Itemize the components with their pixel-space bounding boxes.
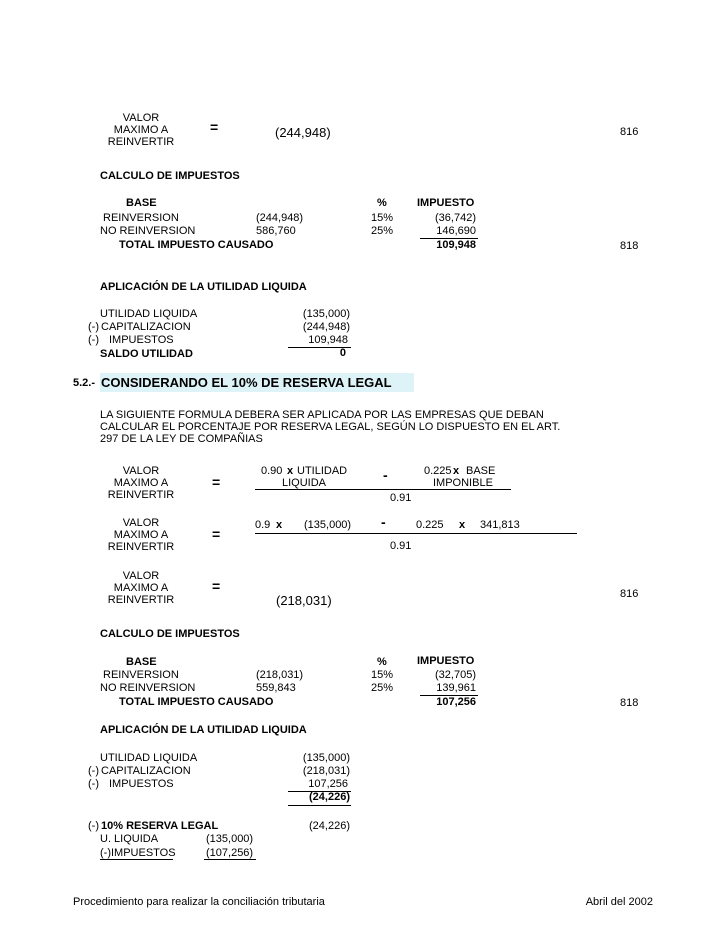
max-reinvest-value: (218,031) xyxy=(276,593,332,608)
row-base: (244,948) xyxy=(256,212,304,224)
col-header-tax: IMPUESTO xyxy=(417,197,475,209)
row-label: NO REINVERSION xyxy=(100,225,196,237)
row-value: (135,000) xyxy=(206,833,254,845)
term-value: 341,813 xyxy=(480,519,520,531)
col-header-pct: % xyxy=(377,656,387,668)
section-title: APLICACIÓN DE LA UTILIDAD LIQUIDA xyxy=(100,281,307,293)
intro-text: 297 DE LA LEY DE COMPAÑIAS xyxy=(100,433,263,445)
denominator: 0.91 xyxy=(390,540,412,552)
maximo-label: MAXIMO A xyxy=(113,582,169,594)
section-title: CALCULO DE IMPUESTOS xyxy=(100,170,240,182)
ref-number: 818 xyxy=(620,697,639,709)
total-label: TOTAL IMPUESTO CAUSADO xyxy=(119,239,274,251)
row-label: REINVERSION xyxy=(103,212,179,224)
row-value: (135,000) xyxy=(302,752,350,764)
row-label: IMPUESTOS xyxy=(109,334,174,346)
col-header-base: BASE xyxy=(126,197,157,209)
valor-label: VALOR xyxy=(122,465,160,477)
ref-number: 816 xyxy=(620,588,639,600)
max-reinvest-value: (244,948) xyxy=(275,125,331,140)
row-tax: (32,705) xyxy=(435,669,476,681)
row-pct: 25% xyxy=(371,225,394,237)
times-sign: x xyxy=(276,519,283,531)
term-label: BASE xyxy=(466,465,496,477)
coefficient: 0.225 xyxy=(416,519,444,531)
intro-text: LA SIGUIENTE FORMULA DEBERA SER APLICADA POR LAS EMPRESAS QUE DEBAN xyxy=(100,409,544,421)
maximo-label: MAXIMO A xyxy=(113,529,169,541)
total-value: 109,948 xyxy=(436,239,476,251)
reserve-label: 10% RESERVA LEGAL xyxy=(101,820,219,832)
row-prefix: (-) xyxy=(88,765,99,777)
ref-number: 816 xyxy=(620,126,639,138)
footer-right: Abril del 2002 xyxy=(585,896,653,908)
row-value: (24,226) xyxy=(309,791,350,803)
row-value: (107,256) xyxy=(206,847,254,859)
equals-sign: = xyxy=(212,578,221,594)
row-label: UTILIDAD LIQUIDA xyxy=(100,752,198,764)
maximo-label: MAXIMO A xyxy=(113,477,169,489)
coefficient: 0.9 xyxy=(255,519,271,531)
sum-line xyxy=(288,805,351,806)
valor-label: VALOR xyxy=(122,517,160,529)
term-label: IMPONIBLE xyxy=(433,477,493,489)
row-value: 109,948 xyxy=(308,334,348,346)
equals-sign: = xyxy=(212,526,221,542)
ref-number: 818 xyxy=(620,240,639,252)
total-value: 107,256 xyxy=(436,696,476,708)
valor-label: VALOR xyxy=(122,570,160,582)
row-prefix: (-) xyxy=(88,321,99,333)
fraction-bar xyxy=(255,489,511,490)
times-sign: x xyxy=(453,465,460,477)
row-value: (244,948) xyxy=(302,321,350,333)
row-label: U. LIQUIDA xyxy=(100,833,159,845)
row-base: (218,031) xyxy=(256,669,304,681)
intro-text: CALCULAR EL PORCENTAJE POR RESERVA LEGAL, SEGÚN LO DISPUESTO EN EL ART. xyxy=(100,421,561,433)
denominator: 0.91 xyxy=(390,492,412,504)
section-number: 5.2.- xyxy=(73,377,96,389)
col-header-pct: % xyxy=(377,197,387,209)
row-prefix: (-) xyxy=(88,820,99,832)
total-label: TOTAL IMPUESTO CAUSADO xyxy=(119,696,274,708)
reinvertir-label: REINVERTIR xyxy=(107,594,175,606)
row-tax: 146,690 xyxy=(436,225,476,237)
times-sign: x xyxy=(459,519,466,531)
coefficient: 0.225 xyxy=(424,465,452,477)
equals-sign: = xyxy=(210,119,219,135)
row-tax: 139,961 xyxy=(436,682,476,694)
row-label: (-)IMPUESTOS xyxy=(100,847,176,859)
reinvertir-label: REINVERTIR xyxy=(107,541,175,553)
reserve-value: (24,226) xyxy=(309,820,350,832)
reinvertir-label: REINVERTIR xyxy=(107,136,175,148)
equals-sign: = xyxy=(212,474,221,490)
section-title: CALCULO DE IMPUESTOS xyxy=(100,628,240,640)
row-label: SALDO UTILIDAD xyxy=(100,348,193,360)
reinvertir-label: REINVERTIR xyxy=(107,489,175,501)
row-label: IMPUESTOS xyxy=(109,778,174,790)
row-prefix: (-) xyxy=(88,334,99,346)
row-base: 559,843 xyxy=(256,682,296,694)
term-label: LIQUIDA xyxy=(282,477,327,489)
row-tax: (36,742) xyxy=(435,212,476,224)
row-value: (135,000) xyxy=(302,308,350,320)
valor-label: VALOR xyxy=(122,112,160,124)
row-label: REINVERSION xyxy=(103,669,179,681)
underline xyxy=(100,859,173,860)
row-prefix: (-) xyxy=(88,778,99,790)
col-header-base: BASE xyxy=(126,656,157,668)
row-label: NO REINVERSION xyxy=(100,682,196,694)
row-value: 107,256 xyxy=(308,778,348,790)
row-label: UTILIDAD LIQUIDA xyxy=(100,308,198,320)
coefficient: 0.90 xyxy=(261,465,283,477)
fraction-bar xyxy=(255,533,577,534)
col-header-tax: IMPUESTO xyxy=(417,655,475,667)
term-value: (135,000) xyxy=(304,519,352,531)
row-value: (218,031) xyxy=(302,765,350,777)
row-label: CAPITALIZACION xyxy=(101,765,191,777)
minus-sign: - xyxy=(381,514,386,530)
row-base: 586,760 xyxy=(256,225,296,237)
row-pct: 15% xyxy=(371,212,394,224)
times-sign: x xyxy=(287,465,294,477)
term-label: UTILIDAD xyxy=(297,465,348,477)
row-pct: 15% xyxy=(371,669,394,681)
row-pct: 25% xyxy=(371,682,394,694)
row-value: 0 xyxy=(339,347,346,359)
maximo-label: MAXIMO A xyxy=(113,124,169,136)
section-heading: CONSIDERANDO EL 10% DE RESERVA LEGAL xyxy=(101,375,392,390)
row-label: CAPITALIZACION xyxy=(101,321,191,333)
minus-sign: - xyxy=(383,467,388,483)
underline xyxy=(204,859,256,860)
section-title: APLICACIÓN DE LA UTILIDAD LIQUIDA xyxy=(100,724,307,736)
footer-left: Procedimiento para realizar la conciliación tributaria xyxy=(73,896,325,908)
